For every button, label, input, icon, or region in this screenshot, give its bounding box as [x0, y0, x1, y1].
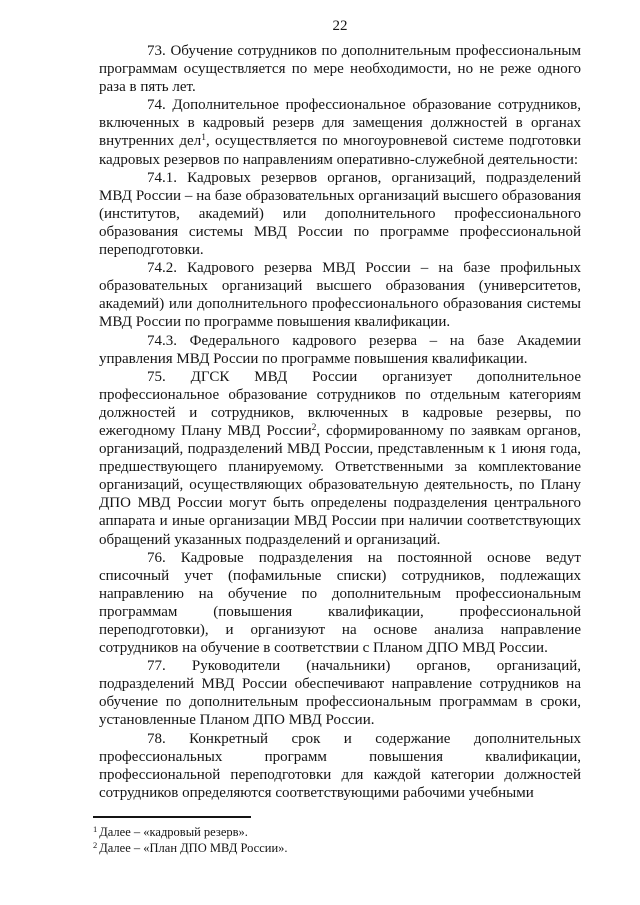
footnote-ref: 1	[201, 133, 206, 144]
paragraph-76: 76. Кадровые подразделения на постоянной основе ведут списочный учет (пофамильные списки) сотрудников, подлежащих направлению на обучение по дополнительным профессиональным программам (повышения квалификации, профессиональной переподготовки), и организуют на основе анализа направление сотрудников на обучение в соответствии с Планом ДПО МВД России.	[99, 549, 581, 657]
footnotes-section	[93, 816, 575, 856]
paragraph-74: 74. Дополнительное профессиональное образование сотрудников, включенных в кадровый резерв для замещения должностей в органах внутренних дел$^1$, осуществляется по многоуровневой системе подготовки кадровых резервов по направлениям оперативно-служебной деятельности:	[99, 97, 581, 168]
footnote-2	[93, 840, 575, 856]
footnote-1-marker: 1	[93, 824, 98, 834]
paragraph-74-2: 74.2. Кадрового резерва МВД России – на базе профильных образовательных организаций высшего образования (университетов, академий) или дополнительного профессионального образования системы МВД России по программе повышения квалификации.	[99, 260, 581, 331]
paragraph-78: 78. Конкретный срок и содержание дополнительных профессиональных программ повышения квалификации, профессиональной переподготовки для каждой категории должностей сотрудников определяются соответствующими рабочими учебными	[99, 730, 581, 801]
paragraph-77: 77. Руководители (начальники) органов, организаций, подразделений МВД России обеспечивают направление сотрудников на обучение по дополнительным профессиональным программам в сроки, установленные Планом ДПО МВД России.	[99, 658, 581, 729]
footnote-ref: 2	[311, 422, 317, 433]
paragraph-75: 75. ДГСК МВД России организует дополнительное профессиональное образование сотрудников по отдельным категориям должностей и сотрудников, включенных в кадровые резервы, по ежегодному Плану МВД России$^2$, сформированному по заявкам органов, организаций, подразделений МВД России, представленным к 1 июня года, предшествующего планируемому. Ответственными за комплектование организаций, осуществляющих образовательную деятельность, по Плану ДПО МВД России могут быть определены подразделения центрального аппарата и иные организации МВД России при наличии соответствующих обращений указанных подразделений и организаций.	[99, 368, 581, 548]
footnote-separator	[93, 816, 251, 818]
paragraph-74-1: 74.1. Кадровых резервов органов, организаций, подразделений МВД России – на базе образовательных организаций высшего образования (институтов, академий) или дополнительного профессионального образования системы МВД России по программе профессиональной переподготовки.	[99, 169, 581, 259]
footnote-1	[93, 824, 575, 840]
footnote-1-text: Далее – «кадровый резерв».	[99, 825, 248, 839]
paragraph-73: 73. Обучение сотрудников по дополнительным профессиональным программам осуществляется по мере необходимости, но не реже одного раза в пять лет.	[99, 43, 581, 96]
paragraph-74-3: 74.3. Федерального кадрового резерва – на базе Академии управления МВД России по программе повышения квалификации.	[99, 332, 581, 367]
footnote-2-text: Далее – «План ДПО МВД России».	[99, 841, 288, 855]
footnote-2-marker: 2	[93, 840, 98, 850]
document-body	[99, 42, 581, 802]
page-number: 22	[332, 18, 348, 34]
